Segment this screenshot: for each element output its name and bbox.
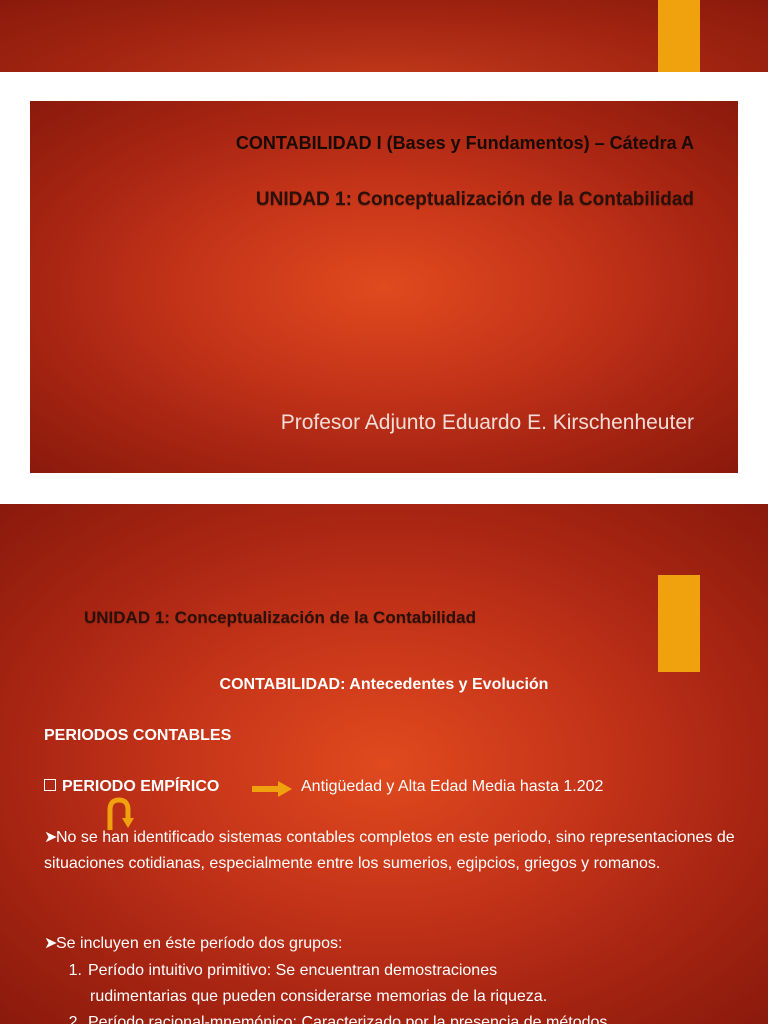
professor-name: Profesor Adjunto Eduardo E. Kirschenheuter [280, 411, 694, 434]
arrow-right-icon [252, 781, 292, 797]
checkbox-bullet-icon [44, 779, 56, 791]
arrowhead-bullet-icon: ➤ [44, 935, 58, 952]
section-title: CONTABILIDAD: Antecedentes y Evolución [219, 676, 549, 693]
accent-bar [658, 0, 700, 72]
course-title: CONTABILIDAD I (Bases y Fundamentos) – Cátedra A [235, 133, 694, 153]
previous-slide-strip [0, 0, 768, 72]
content-slide [0, 504, 768, 1031]
unit-title: UNIDAD 1: Conceptualización de la Contabilidad [255, 189, 694, 210]
period-name: PERIODO EMPÍRICO [62, 778, 220, 795]
accent-bar [658, 575, 700, 672]
arrowhead-bullet-icon: ➤ [44, 829, 58, 846]
paragraph-2: ➤Se incluyen en éste período dos grupos: [44, 931, 744, 957]
list-item: 2. Período racional-mnemónico: Caracterizado por la presencia de métodos [68, 1014, 608, 1031]
unit-title: UNIDAD 1: Conceptualización de la Contabilidad [84, 608, 476, 627]
period-row [44, 778, 744, 800]
title-slide [30, 101, 738, 473]
paragraph-1: ➤No se han identificado sistemas contables completos en este periodo, sino representaciones de situaciones cotidianas, especialmente entre los sumerios, egipcios, griegos y romanos. [44, 825, 744, 877]
list-item: 1. Período intuitivo primitivo: Se encuentran demostraciones [68, 962, 498, 979]
period-groups-list [60, 958, 760, 1036]
periods-heading: PERIODOS CONTABLES [44, 727, 232, 744]
list-item-continuation: rudimentarias que pueden considerarse memorias de la riqueza. [90, 988, 548, 1005]
period-range: Antigüedad y Alta Edad Media hasta 1.202 [301, 778, 604, 795]
